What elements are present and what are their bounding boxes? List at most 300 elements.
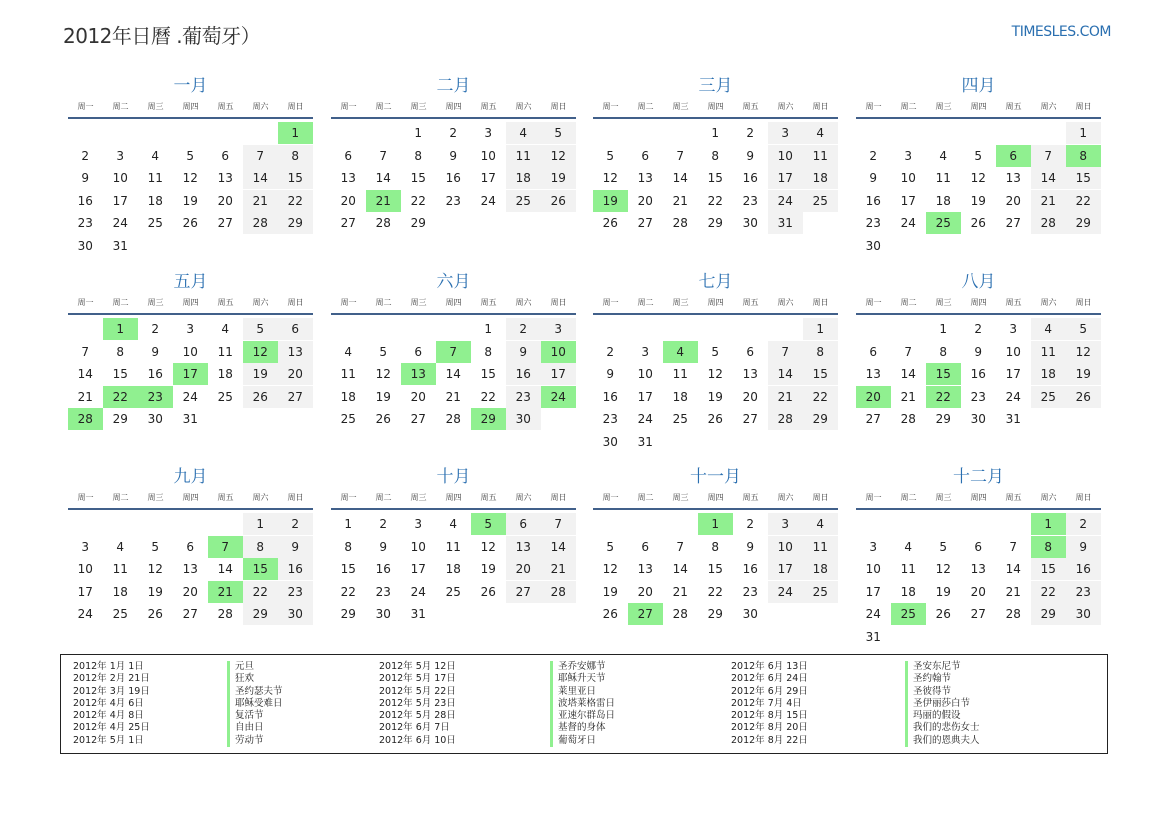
month-calendar	[593, 271, 838, 453]
day-cell-weekend: 10	[768, 536, 803, 558]
day-cell: 17	[112, 193, 128, 208]
day-cell: 9	[746, 539, 755, 554]
week-row	[856, 626, 1101, 648]
week-row	[331, 386, 576, 408]
day-cell: 13	[182, 562, 198, 576]
day-cell: 5	[186, 148, 195, 163]
week-row	[856, 536, 1101, 558]
day-empty	[803, 212, 838, 234]
day-cell: 12	[182, 171, 198, 185]
day-cell-holiday: 5	[471, 513, 506, 535]
weekday-label: 周六	[252, 298, 269, 307]
day-cell: 24	[77, 607, 93, 621]
month-name: 九月	[173, 467, 208, 487]
day-empty	[961, 122, 996, 144]
day-empty	[961, 626, 996, 648]
day-cell: 16	[970, 367, 986, 381]
day-cell: 24	[410, 584, 426, 599]
day-cell: 28	[445, 412, 461, 426]
day-cell: 26	[375, 412, 391, 426]
day-empty	[856, 513, 891, 535]
day-cell: 8	[711, 148, 720, 163]
holiday-date: 2012年 5月 17日	[379, 673, 456, 685]
day-cell-weekend: 22	[243, 581, 278, 603]
day-cell-weekend: 31	[768, 212, 803, 234]
day-empty	[996, 122, 1031, 144]
day-cell-holiday: 1	[103, 318, 138, 340]
day-cell: 7	[676, 148, 685, 163]
day-cell: 22	[480, 389, 496, 404]
day-cell: 23	[77, 216, 93, 230]
day-cell: 7	[81, 344, 90, 359]
day-cell: 10	[480, 148, 496, 163]
day-cell-weekend: 22	[1066, 190, 1101, 212]
day-empty	[961, 235, 996, 257]
day-cell: 30	[375, 607, 391, 621]
day-cell: 24	[480, 193, 496, 208]
day-cell: 20	[1005, 193, 1021, 208]
holiday-name: 圣安东尼节	[913, 661, 961, 672]
day-cell: 30	[147, 412, 163, 426]
day-cell: 28	[900, 412, 916, 426]
day-cell: 22	[707, 584, 723, 599]
day-cell: 27	[182, 607, 198, 621]
day-cell-holiday: 15	[243, 558, 278, 580]
day-empty	[891, 318, 926, 340]
day-cell: 4	[221, 322, 230, 336]
day-cell-holiday: 8	[1066, 145, 1101, 167]
week-row	[331, 536, 576, 558]
day-cell: 9	[379, 539, 388, 554]
day-empty	[173, 235, 208, 257]
weekday-label: 周日	[812, 102, 829, 111]
day-cell-holiday: 8	[1031, 536, 1066, 558]
day-cell: 3	[414, 517, 423, 531]
holiday-name: 亚速尔群岛日	[558, 710, 616, 722]
week-row	[856, 363, 1101, 385]
holiday-name: 元旦	[235, 661, 255, 672]
header-rule	[856, 508, 1101, 510]
day-cell-weekend: 13	[278, 341, 313, 363]
weekday-label: 周一	[340, 493, 357, 502]
day-cell: 20	[217, 193, 233, 208]
header-rule	[856, 313, 1101, 315]
day-cell: 7	[904, 344, 913, 359]
day-cell-weekend: 4	[803, 122, 838, 144]
day-cell: 16	[445, 171, 461, 185]
month-name: 十二月	[953, 467, 1004, 487]
weekday-label: 周四	[970, 298, 987, 307]
week-row	[856, 190, 1101, 212]
day-empty	[1031, 626, 1066, 648]
weekday-label: 周四	[970, 493, 987, 502]
day-cell-holiday: 10	[541, 341, 576, 363]
day-cell-weekend: 15	[1066, 167, 1101, 189]
holiday-date: 2012年 8月 20日	[731, 722, 808, 734]
week-row	[68, 122, 313, 144]
weekday-label: 周六	[515, 298, 532, 307]
day-empty	[506, 603, 541, 625]
weekday-label: 周日	[550, 493, 567, 502]
day-empty	[926, 626, 961, 648]
day-cell: 30	[742, 216, 758, 230]
day-cell: 24	[182, 389, 198, 404]
day-cell: 6	[414, 344, 423, 359]
month-name: 十月	[436, 467, 471, 487]
weekday-header	[331, 295, 576, 311]
day-cell: 18	[340, 389, 356, 404]
day-empty	[856, 122, 891, 144]
day-cell: 29	[935, 412, 951, 426]
week-row	[68, 167, 313, 189]
day-cell-weekend: 8	[278, 145, 313, 167]
day-cell-weekend: 13	[506, 536, 541, 558]
day-cell: 31	[112, 238, 128, 253]
weekday-header	[856, 99, 1101, 115]
day-cell: 22	[410, 193, 426, 208]
month-calendar	[856, 271, 1101, 431]
weekday-label: 周五	[217, 493, 234, 502]
week-row	[856, 167, 1101, 189]
day-cell: 29	[340, 607, 356, 621]
day-cell: 21	[77, 389, 93, 404]
weekday-label: 周五	[1005, 298, 1022, 307]
day-cell: 8	[344, 539, 353, 554]
week-row	[593, 408, 838, 430]
day-empty	[103, 122, 138, 144]
day-empty	[243, 122, 278, 144]
week-row	[856, 581, 1101, 603]
weekday-label: 周三	[935, 102, 952, 111]
week-row	[68, 145, 313, 167]
day-cell: 30	[865, 238, 881, 253]
day-cell: 8	[711, 539, 720, 554]
day-empty	[1031, 122, 1066, 144]
weekday-header	[856, 295, 1101, 311]
week-row	[593, 212, 838, 234]
weekday-label: 周三	[147, 298, 164, 307]
day-cell: 26	[970, 216, 986, 230]
day-cell: 27	[217, 216, 233, 230]
day-empty	[138, 122, 173, 144]
day-cell: 7	[379, 148, 388, 163]
weekday-header	[68, 295, 313, 311]
day-cell: 14	[900, 367, 916, 381]
weekday-label: 周一	[865, 102, 882, 111]
weekday-label: 周三	[410, 298, 427, 307]
weekday-label: 周五	[480, 493, 497, 502]
week-row	[593, 167, 838, 189]
day-cell-weekend: 30	[278, 603, 313, 625]
day-cell: 29	[410, 216, 426, 230]
day-cell: 26	[182, 216, 198, 230]
day-cell: 17	[480, 171, 496, 185]
weekday-label: 周一	[865, 493, 882, 502]
day-cell: 15	[410, 171, 426, 185]
day-cell-holiday: 29	[471, 408, 506, 430]
day-cell: 13	[742, 367, 758, 381]
day-cell: 14	[672, 562, 688, 576]
day-cell-holiday: 25	[891, 603, 926, 625]
day-cell-weekend: 25	[1031, 386, 1066, 408]
weekday-label: 周二	[900, 298, 917, 307]
day-empty	[173, 513, 208, 535]
day-cell: 31	[410, 607, 426, 621]
day-cell-holiday: 21	[208, 581, 243, 603]
day-cell: 23	[445, 193, 461, 208]
week-row	[68, 212, 313, 234]
day-cell-weekend: 11	[803, 536, 838, 558]
day-cell-weekend: 23	[1066, 581, 1101, 603]
day-cell: 4	[939, 148, 948, 163]
holiday-list	[60, 654, 1108, 754]
day-empty	[856, 318, 891, 340]
day-cell: 19	[970, 193, 986, 208]
month-name: 二月	[436, 76, 471, 96]
day-cell-weekend: 6	[278, 318, 313, 340]
day-cell: 20	[637, 584, 653, 599]
weekday-label: 周二	[637, 102, 654, 111]
day-cell: 3	[186, 322, 195, 336]
day-cell: 13	[340, 171, 356, 185]
day-cell: 25	[147, 216, 163, 230]
month-calendar	[68, 75, 313, 257]
day-cell: 2	[606, 344, 615, 359]
day-cell: 24	[1005, 389, 1021, 404]
day-cell: 14	[77, 367, 93, 381]
day-cell-weekend: 22	[803, 386, 838, 408]
day-cell: 22	[707, 193, 723, 208]
holiday-name: 波塔莱格雷日	[558, 697, 616, 709]
holiday-name: 圣乔安娜节	[558, 661, 606, 672]
day-cell: 24	[637, 412, 653, 426]
day-empty	[733, 318, 768, 340]
week-row	[331, 581, 576, 603]
weekday-label: 周五	[217, 102, 234, 111]
day-cell-holiday: 13	[401, 363, 436, 385]
weekday-label: 周三	[410, 102, 427, 111]
day-cell: 13	[1005, 171, 1021, 185]
weekday-label: 周四	[707, 102, 724, 111]
holiday-date: 2012年 6月 29日	[731, 685, 808, 697]
day-empty	[1066, 235, 1101, 257]
holiday-date: 2012年 5月 1日	[73, 734, 144, 746]
day-cell: 24	[900, 216, 916, 230]
week-row	[331, 122, 576, 144]
holiday-dates-col-1	[73, 661, 150, 747]
day-empty	[208, 235, 243, 257]
day-cell-weekend: 23	[278, 581, 313, 603]
site-link[interactable]: TIMESLES.COM	[1011, 24, 1111, 40]
weekday-label: 周六	[515, 493, 532, 502]
month-name: 十一月	[690, 467, 741, 487]
day-cell: 25	[445, 584, 461, 599]
day-cell: 12	[707, 367, 723, 381]
day-cell-weekend: 14	[243, 167, 278, 189]
day-cell: 3	[904, 148, 913, 163]
day-cell: 14	[672, 171, 688, 185]
day-cell-weekend: 9	[278, 536, 313, 558]
weekday-label: 周三	[672, 298, 689, 307]
weekday-label: 周六	[1040, 298, 1057, 307]
day-cell: 5	[606, 148, 615, 163]
weekday-label: 周三	[147, 102, 164, 111]
day-empty	[628, 122, 663, 144]
weekday-label: 周六	[777, 102, 794, 111]
day-cell: 19	[147, 584, 163, 599]
month-calendar	[856, 466, 1101, 648]
week-row	[331, 167, 576, 189]
day-cell: 27	[1005, 216, 1021, 230]
weekday-label: 周三	[935, 493, 952, 502]
week-row	[68, 235, 313, 257]
week-row	[331, 145, 576, 167]
day-cell-weekend: 26	[1066, 386, 1101, 408]
day-cell: 9	[151, 344, 160, 359]
weekday-label: 周一	[77, 493, 94, 502]
weekday-label: 周一	[340, 298, 357, 307]
day-cell: 16	[742, 562, 758, 576]
day-cell-weekend: 29	[1066, 212, 1101, 234]
weekday-label: 周二	[375, 102, 392, 111]
day-cell: 14	[1005, 562, 1021, 576]
week-row	[593, 431, 838, 453]
day-empty	[243, 408, 278, 430]
weekday-label: 周六	[777, 493, 794, 502]
day-empty	[68, 318, 103, 340]
week-row	[593, 513, 838, 535]
day-cell: 10	[182, 344, 198, 359]
day-empty	[891, 235, 926, 257]
holiday-dates-col-2	[379, 661, 456, 747]
day-cell: 5	[379, 344, 388, 359]
week-row	[68, 513, 313, 535]
day-cell: 13	[217, 171, 233, 185]
day-cell: 1	[484, 322, 493, 336]
holiday-date: 2012年 6月 10日	[379, 734, 456, 746]
day-cell-weekend: 30	[506, 408, 541, 430]
week-row	[331, 190, 576, 212]
day-cell: 3	[641, 344, 650, 359]
day-empty	[926, 235, 961, 257]
day-cell-weekend: 5	[1066, 318, 1101, 340]
day-empty	[663, 318, 698, 340]
day-empty	[366, 318, 401, 340]
week-row	[856, 603, 1101, 625]
day-cell-holiday: 7	[436, 341, 471, 363]
holiday-date: 2012年 8月 15日	[731, 710, 808, 722]
day-empty	[593, 122, 628, 144]
day-cell: 27	[865, 412, 881, 426]
day-empty	[803, 431, 838, 453]
day-cell: 10	[900, 171, 916, 185]
day-cell-holiday: 21	[366, 190, 401, 212]
week-row	[593, 536, 838, 558]
weekday-label: 周日	[812, 493, 829, 502]
day-empty	[996, 626, 1031, 648]
day-cell: 27	[970, 607, 986, 621]
day-cell: 1	[939, 322, 948, 336]
day-cell: 31	[637, 434, 653, 449]
holiday-date: 2012年 4月 6日	[73, 697, 144, 709]
day-cell-weekend: 25	[803, 581, 838, 603]
day-cell: 30	[77, 238, 93, 253]
day-empty	[103, 513, 138, 535]
day-cell: 23	[375, 584, 391, 599]
day-cell: 17	[77, 584, 93, 599]
weekday-label: 周三	[672, 102, 689, 111]
day-cell: 25	[672, 412, 688, 426]
day-cell: 18	[900, 584, 916, 599]
week-row	[331, 318, 576, 340]
day-cell: 6	[186, 539, 195, 554]
day-empty	[208, 408, 243, 430]
week-row	[331, 558, 576, 580]
day-cell: 9	[449, 148, 458, 163]
day-cell: 10	[865, 562, 881, 576]
day-cell: 19	[935, 584, 951, 599]
day-cell-weekend: 22	[278, 190, 313, 212]
holiday-date: 2012年 6月 24日	[731, 673, 808, 685]
day-empty	[1066, 626, 1101, 648]
day-cell: 6	[221, 148, 230, 163]
day-cell: 8	[116, 344, 125, 359]
day-cell: 28	[1005, 607, 1021, 621]
day-cell-weekend: 2	[1066, 513, 1101, 535]
weekday-label: 周四	[182, 493, 199, 502]
day-empty	[996, 235, 1031, 257]
holiday-name: 自由日	[235, 722, 264, 734]
day-empty	[331, 122, 366, 144]
week-row	[593, 190, 838, 212]
weekday-label: 周五	[480, 102, 497, 111]
day-empty	[1031, 235, 1066, 257]
day-cell-holiday: 6	[996, 145, 1031, 167]
day-cell: 2	[869, 148, 878, 163]
day-cell-weekend: 28	[243, 212, 278, 234]
day-cell-holiday: 1	[278, 122, 313, 144]
weekday-label: 周五	[742, 102, 759, 111]
weekday-label: 周五	[1005, 493, 1022, 502]
day-cell: 4	[116, 539, 125, 554]
day-empty	[663, 513, 698, 535]
day-cell: 31	[182, 412, 198, 426]
day-empty	[436, 603, 471, 625]
week-row	[856, 318, 1101, 340]
day-empty	[278, 235, 313, 257]
day-cell-weekend: 18	[506, 167, 541, 189]
day-cell: 10	[410, 539, 426, 554]
header-rule	[68, 313, 313, 315]
day-cell: 11	[672, 367, 688, 381]
day-cell: 30	[742, 607, 758, 621]
day-cell-weekend: 16	[278, 558, 313, 580]
day-cell: 13	[970, 562, 986, 576]
day-cell-weekend: 3	[768, 513, 803, 535]
weekday-header	[68, 490, 313, 506]
week-row	[68, 581, 313, 603]
day-cell: 21	[672, 584, 688, 599]
day-empty	[1031, 408, 1066, 430]
day-cell: 19	[182, 193, 198, 208]
day-cell: 27	[410, 412, 426, 426]
holiday-name: 劳动节	[235, 734, 264, 746]
day-cell: 12	[602, 171, 618, 185]
day-cell: 17	[410, 562, 426, 576]
day-cell: 27	[637, 216, 653, 230]
day-cell-weekend: 18	[803, 558, 838, 580]
day-empty	[401, 318, 436, 340]
